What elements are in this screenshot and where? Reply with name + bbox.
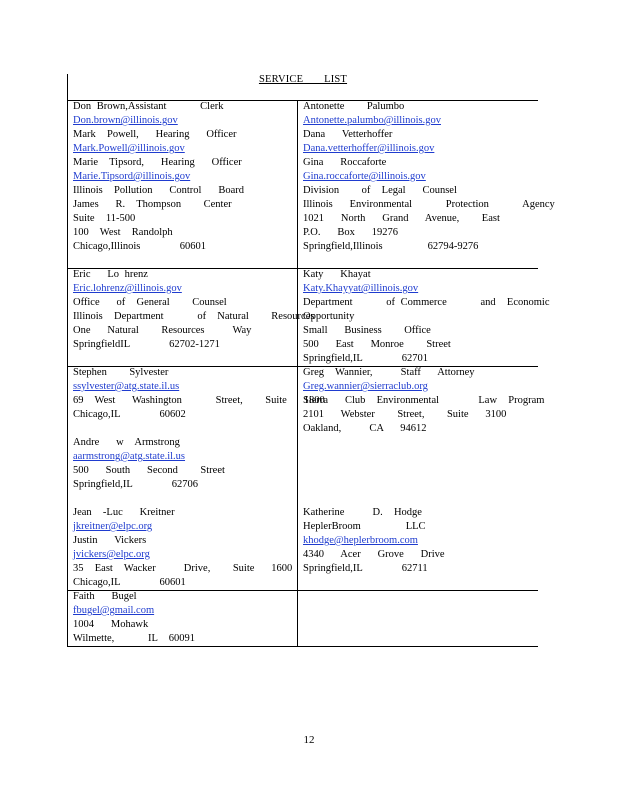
email-link[interactable]: Katy.Khayyat@illinois.gov	[303, 283, 419, 294]
text-line: Springfield,IL 62711	[303, 563, 428, 574]
text-line: Katy Khayat	[303, 269, 371, 280]
text-line: Mark Powell, Hearing Officer	[73, 129, 237, 140]
email-line	[303, 170, 555, 184]
email-link[interactable]: ssylvester@atg.state.il.us	[73, 381, 180, 392]
text-line: SpringfieldIL 62702-1271	[73, 339, 220, 350]
email-link[interactable]: jvickers@elpc.org	[73, 549, 150, 560]
email-link[interactable]: khodge@heplerbroom.com	[303, 535, 418, 546]
contact-cell	[303, 268, 549, 366]
email-line	[303, 380, 544, 394]
text-line: One Natural Resources Way	[73, 325, 252, 336]
text-line: Division of Legal Counsel	[303, 185, 457, 196]
service-list-title: SERVICE LIST	[258, 74, 348, 85]
text-line: 1021 North Grand Avenue, East	[303, 213, 500, 224]
contact-cell	[303, 366, 544, 576]
text-line: 500 East Monroe Street	[303, 339, 451, 350]
text-line: Antonette Palumbo	[303, 101, 405, 112]
email-link[interactable]: Gina.roccaforte@illinois.gov	[303, 171, 426, 182]
text-line: Illinois Department of Natural Resources	[73, 311, 315, 322]
text-line: Springfield,IL 62706	[73, 479, 199, 490]
email-line	[303, 142, 555, 156]
blank-line	[73, 492, 325, 506]
text-line: Springfield,Illinois 62794-9276	[303, 241, 479, 252]
text-line: Springfield,IL 62701	[303, 353, 429, 364]
email-line	[73, 170, 244, 184]
text-line: Eric Lo hrenz	[73, 269, 148, 280]
text-line: Katherine D. Hodge	[303, 507, 422, 518]
text-line: 69 West Washington Street, Suite 1800	[73, 395, 325, 406]
text-line: Marie Tipsord, Hearing Officer	[73, 157, 242, 168]
email-line	[303, 534, 544, 548]
text-line: Greg Wannier, Staff Attorney	[303, 367, 475, 378]
text-line: Illinois Pollution Control Board	[73, 185, 245, 196]
contact-cell	[73, 100, 244, 254]
email-link[interactable]: Mark.Powell@illinois.gov	[73, 143, 185, 154]
page-number: 12	[303, 734, 315, 746]
text-line: Oakland, CA 94612	[303, 423, 427, 434]
text-line: 100 West Randolph	[73, 227, 173, 238]
blank-line	[303, 492, 544, 506]
text-line: Wilmette, IL 60091	[73, 633, 196, 644]
email-line	[73, 114, 244, 128]
blank-line	[303, 436, 544, 450]
text-line: 500 South Second Street	[73, 465, 225, 476]
email-line	[303, 282, 549, 296]
email-line	[73, 548, 325, 562]
email-link[interactable]: Antonette.palumbo@illinois.gov	[303, 115, 441, 126]
text-line: Jean -Luc Kreitner	[73, 507, 175, 518]
email-line	[73, 450, 325, 464]
text-line: P.O. Box 19276	[303, 227, 399, 238]
text-line: 35 East Wacker Drive, Suite 1600	[73, 563, 293, 574]
email-line	[73, 380, 325, 394]
text-line: Suite 11-500	[73, 213, 136, 224]
text-line: 1004 Mohawk	[73, 619, 149, 630]
blank-line	[303, 464, 544, 478]
text-line: Faith Bugel	[73, 591, 137, 602]
email-line	[73, 282, 314, 296]
contact-cell	[73, 366, 325, 590]
blank-line	[303, 450, 544, 464]
email-link[interactable]: jkreitner@elpc.org	[73, 521, 153, 532]
email-link[interactable]: aarmstrong@atg.state.il.us	[73, 451, 186, 462]
email-line	[303, 114, 555, 128]
text-line: Sierra Club Environmental Law Program	[303, 395, 545, 406]
email-link[interactable]: Eric.lohrenz@illinois.gov	[73, 283, 182, 294]
email-link[interactable]: Marie.Tipsord@illinois.gov	[73, 171, 191, 182]
text-line: 2101 Webster Street, Suite 3100	[303, 409, 507, 420]
text-line: Andre w Armstrong	[73, 437, 180, 448]
text-line: 4340 Acer Grove Drive	[303, 549, 445, 560]
blank-line	[73, 422, 325, 436]
email-line	[73, 604, 195, 618]
contact-cell	[73, 590, 195, 646]
text-line: Chicago,IL 60602	[73, 409, 186, 420]
text-line: Office of General Counsel	[73, 297, 227, 308]
text-line: Dana Vetterhoffer	[303, 129, 393, 140]
email-line	[73, 142, 244, 156]
text-line: Small Business Office	[303, 325, 431, 336]
email-link[interactable]: fbugel@gmail.com	[73, 605, 155, 616]
text-line: Chicago,Illinois 60601	[73, 241, 206, 252]
blank-line	[303, 478, 544, 492]
table-bottom-rule	[67, 646, 538, 647]
contact-cell	[73, 268, 314, 352]
table-left-border	[67, 74, 68, 647]
text-line: Department of Commerce and Economic	[303, 297, 550, 308]
text-line: Justin Vickers	[73, 535, 147, 546]
text-line: Stephen Sylvester	[73, 367, 169, 378]
text-line: Gina Roccaforte	[303, 157, 387, 168]
email-link[interactable]: Greg.wannier@sierraclub.org	[303, 381, 428, 392]
text-line: HeplerBroom LLC	[303, 521, 426, 532]
contact-cell	[303, 100, 555, 254]
email-link[interactable]: Don.brown@illinois.gov	[73, 115, 178, 126]
text-line: Chicago,IL 60601	[73, 577, 186, 588]
text-line: Opportunity	[303, 311, 355, 322]
text-line: Don Brown,Assistant Clerk	[73, 101, 224, 112]
text-line: James R. Thompson Center	[73, 199, 232, 210]
email-link[interactable]: Dana.vetterhoffer@illinois.gov	[303, 143, 435, 154]
email-line	[73, 520, 325, 534]
text-line: Illinois Environmental Protection Agency	[303, 199, 555, 210]
